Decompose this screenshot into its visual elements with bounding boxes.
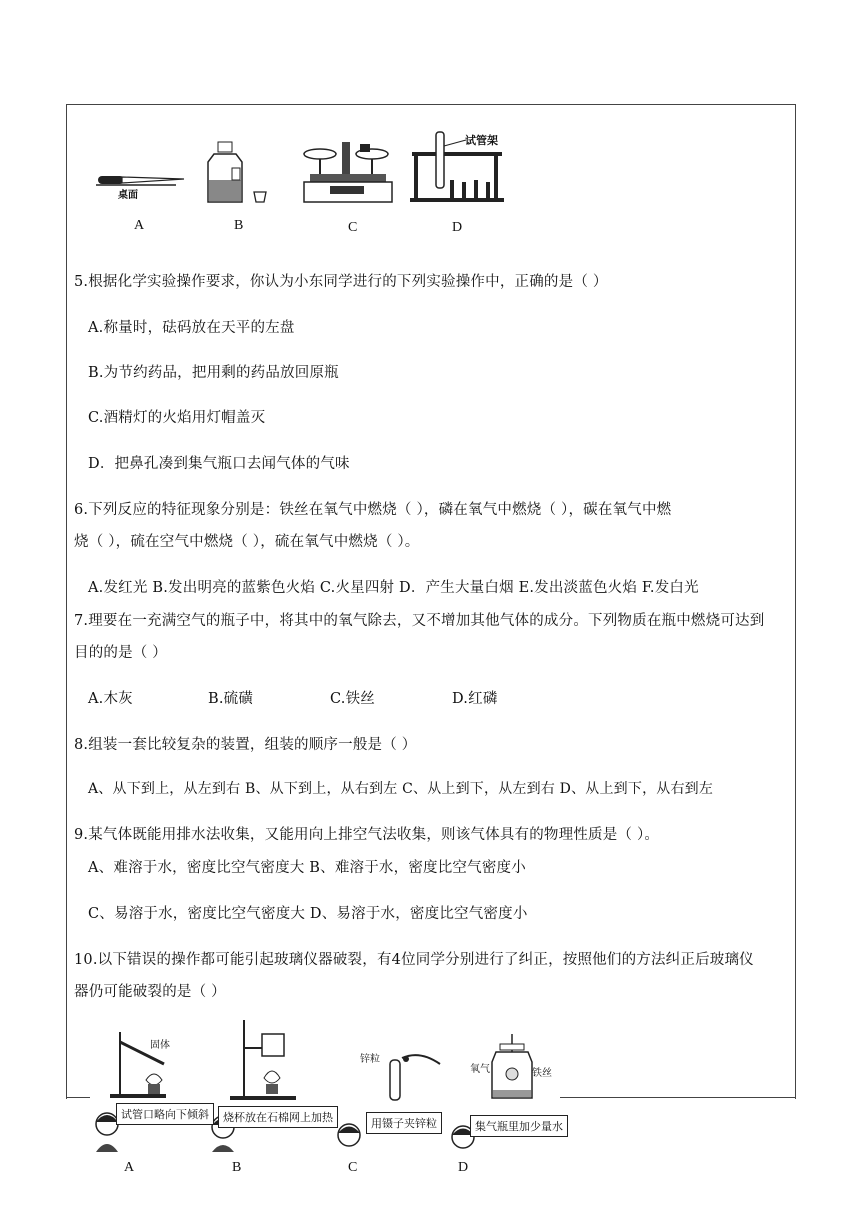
q10-line-1: 10.以下错误的操作都可能引起玻璃仪器破裂，有4位同学分别进行了纠正，按照他们的方法纠正后玻璃仪 — [74, 952, 754, 968]
q5-option-b: B.为节约药品，把用剩的药品放回原瓶 — [88, 365, 339, 381]
figure-c-balance — [300, 140, 396, 208]
q7-option-d: D.红磷 — [452, 691, 498, 707]
caption-c: 用镊子夹锌粒 — [366, 1112, 442, 1134]
figure-a-dropper-on-desk — [96, 166, 186, 198]
q7-option-a: A.木灰 — [88, 691, 133, 707]
q5-stem: 5.根据化学实验操作要求，你认为小东同学进行的下列实验操作中，正确的是（ ） — [74, 274, 608, 290]
iron-wire-label: 铁丝 — [532, 1068, 552, 1079]
bottom-figure-label-b: B — [232, 1160, 242, 1175]
top-figure-label-a: A — [134, 218, 145, 233]
q9-options-row-2: C、易溶于水，密度比空气密度大 D、易溶于水，密度比空气密度小 — [88, 906, 528, 922]
q5-option-a: A.称量时，砝码放在天平的左盘 — [88, 320, 295, 336]
top-figure-label-c: C — [348, 220, 358, 235]
frame-bottom-left — [66, 1097, 90, 1098]
figure-d-iron-wire-oxygen — [488, 1034, 538, 1104]
frame-bottom-right — [560, 1097, 795, 1098]
q6-line-2: 烧（ ），硫在空气中燃烧（ ），硫在氧气中燃烧（ ）。 — [74, 534, 420, 550]
q5-option-d: D．把鼻孔凑到集气瓶口去闻气体的气味 — [88, 456, 350, 472]
desk-label: 桌面 — [118, 190, 138, 201]
zinc-label: 锌粒 — [360, 1054, 380, 1065]
figure-a-test-tube-heating — [106, 1030, 186, 1100]
student-avatar-c-icon — [334, 1120, 364, 1156]
q6-options: A.发红光 B.发出明亮的蓝紫色火焰 C.火星四射 D．产生大量白烟 E.发出淡蓝色火焰 F.发白光 — [88, 580, 699, 596]
caption-b: 烧杯放在石棉网上加热 — [218, 1106, 338, 1128]
bottom-figure-label-c: C — [348, 1160, 358, 1175]
figure-b-beaker-heating — [222, 1018, 302, 1102]
q7-option-b: B.硫磺 — [208, 691, 254, 707]
figure-b-reagent-bottle — [204, 140, 274, 206]
q7-line-1: 7.理要在一充满空气的瓶子中，将其中的氧气除去，又不增加其他气体的成分。下列物质在瓶中燃烧可达到 — [74, 613, 765, 629]
q9-options-row-1: A、难溶于水，密度比空气密度大 B、难溶于水，密度比空气密度小 — [88, 860, 526, 876]
q6-line-1: 6.下列反应的特征现象分别是：铁丝在氧气中燃烧（ ），磷在氧气中燃烧（ ），碳在氧气中燃 — [74, 502, 672, 518]
rack-label: 试管架 — [465, 134, 498, 147]
caption-d: 集气瓶里加少量水 — [470, 1115, 568, 1137]
q7-line-2: 目的的是（ ） — [74, 645, 168, 661]
oxygen-label: 氧气 — [470, 1064, 490, 1075]
top-figure-label-b: B — [234, 218, 244, 233]
bottom-figure-label-d: D — [458, 1160, 469, 1175]
q7-option-c: C.铁丝 — [330, 691, 375, 707]
q9-stem: 9.某气体既能用排水法收集，又能用向上排空气法收集，则该气体具有的物理性质是（ ）。 — [74, 827, 660, 843]
top-figure-label-d: D — [452, 220, 463, 235]
q10-line-2: 器仍可能破裂的是（ ） — [74, 984, 226, 1000]
figure-c-zinc-into-tube — [380, 1050, 444, 1104]
q8-stem: 8.组装一套比较复杂的装置，组装的顺序一般是（ ） — [74, 737, 417, 753]
solid-label: 固体 — [150, 1040, 170, 1051]
q8-options: A、从下到上，从左到右 B、从下到上，从右到左 C、从上到下，从左到右 D、从上到下，从右到左 — [88, 781, 714, 797]
caption-a: 试管口略向下倾斜 — [116, 1103, 214, 1125]
bottom-figure-label-a: A — [124, 1160, 135, 1175]
q5-option-c: C.酒精灯的火焰用灯帽盖灭 — [88, 410, 266, 426]
